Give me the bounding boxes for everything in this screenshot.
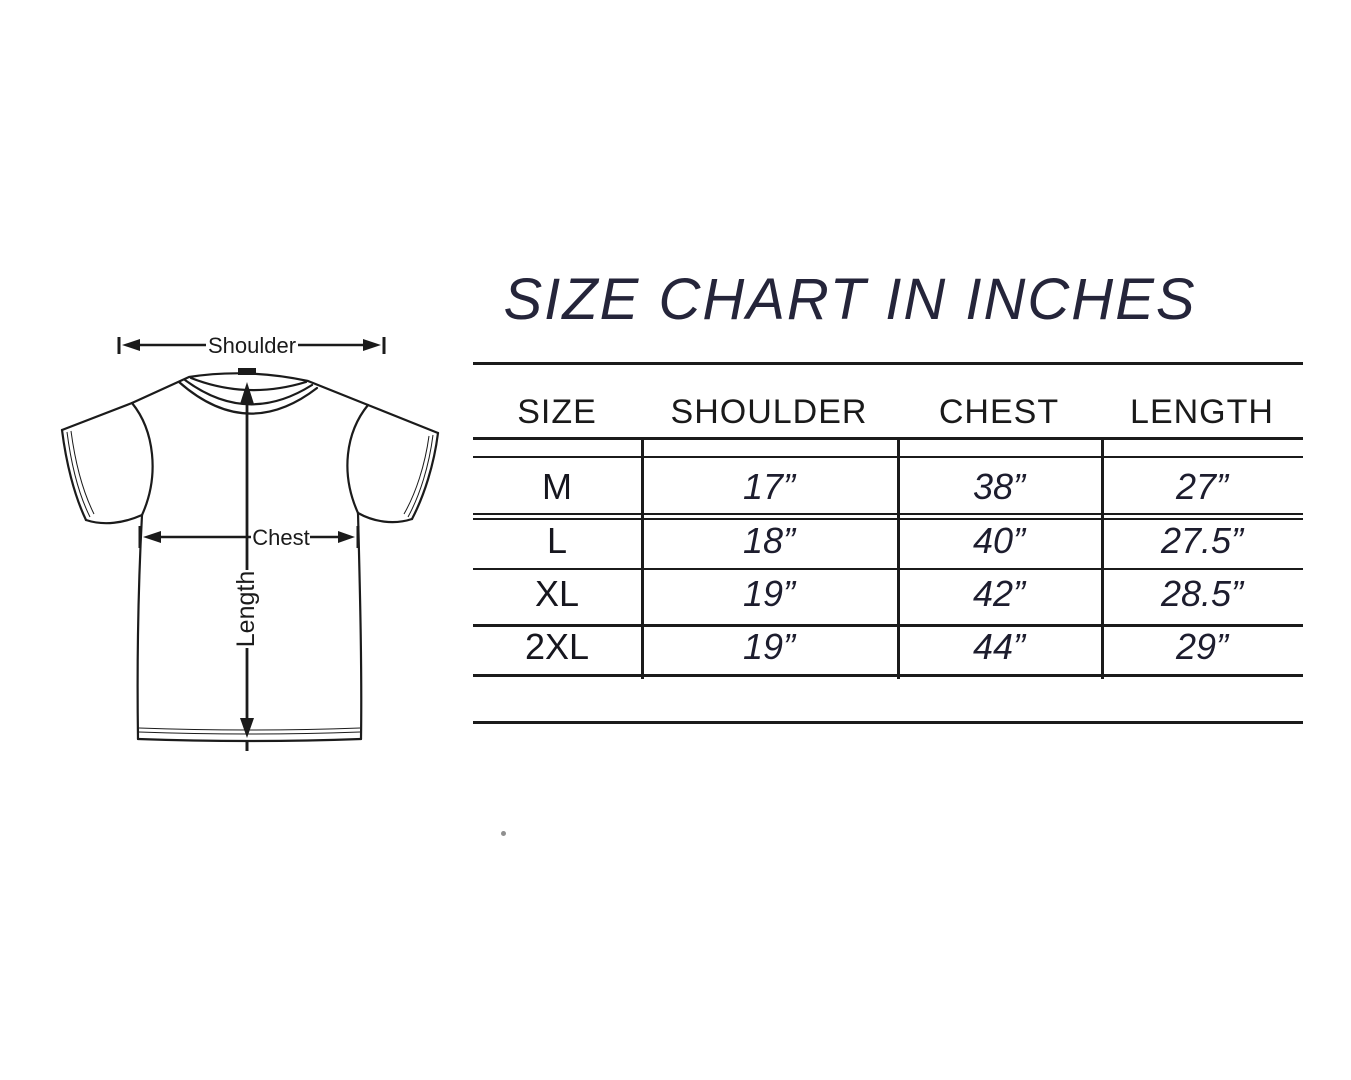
left-armhole [132, 403, 153, 515]
right-armhole [347, 405, 368, 513]
right-sleeve-top [368, 405, 438, 433]
shoulder-value: 17” [742, 466, 796, 507]
shoulder-value: 18” [742, 520, 796, 561]
header-length: LENGTH [1130, 392, 1274, 431]
length-value: 28.5” [1160, 573, 1244, 614]
shoulder-label: Shoulder [207, 333, 297, 358]
table-row-l [473, 515, 1303, 567]
body-left-edge [138, 515, 142, 739]
chest-value: 42” [972, 573, 1026, 614]
header-chest: CHEST [938, 392, 1060, 431]
left-sleeve-bottom [86, 515, 142, 523]
chest-value: 38” [972, 466, 1026, 507]
header-size: SIZE [517, 392, 597, 431]
length-value: 29” [1175, 626, 1229, 667]
table-header-row [473, 386, 1303, 438]
collar-tag [238, 368, 256, 375]
shoulder-value: 19” [742, 626, 796, 667]
hem-stitch-2 [139, 732, 360, 734]
chest-measure-arrow [140, 526, 358, 548]
length-value: 27” [1175, 466, 1229, 507]
chest-value: 44” [972, 626, 1026, 667]
image-speck [501, 831, 506, 836]
table-top-rule [473, 362, 1303, 365]
left-sleeve-top [62, 403, 132, 430]
body-bottom-edge [138, 739, 361, 741]
left-sleeve-hem [62, 430, 86, 520]
shoulder-value: 19” [742, 573, 796, 614]
row-2xl-rule [473, 674, 1303, 677]
size-value: L [546, 520, 568, 561]
table-row-xl [473, 568, 1303, 620]
size-value: XL [534, 573, 580, 614]
page-title: SIZE CHART IN INCHES [503, 267, 1197, 332]
tshirt-diagram [50, 330, 460, 760]
right-sleeve-bottom [358, 513, 412, 522]
chest-value: 40” [972, 520, 1026, 561]
table-row-2xl [473, 621, 1303, 673]
size-value: M [542, 466, 572, 507]
header-shoulder: SHOULDER [670, 392, 868, 431]
table-row-m [473, 461, 1303, 513]
table-bottom-rule [473, 721, 1303, 724]
length-value: 27.5” [1160, 520, 1244, 561]
chest-label: Chest [252, 525, 310, 550]
length-measure-arrow [240, 382, 254, 751]
header-thin-rule [473, 456, 1303, 458]
size-value: 2XL [524, 626, 590, 667]
length-label: Length [232, 570, 260, 648]
